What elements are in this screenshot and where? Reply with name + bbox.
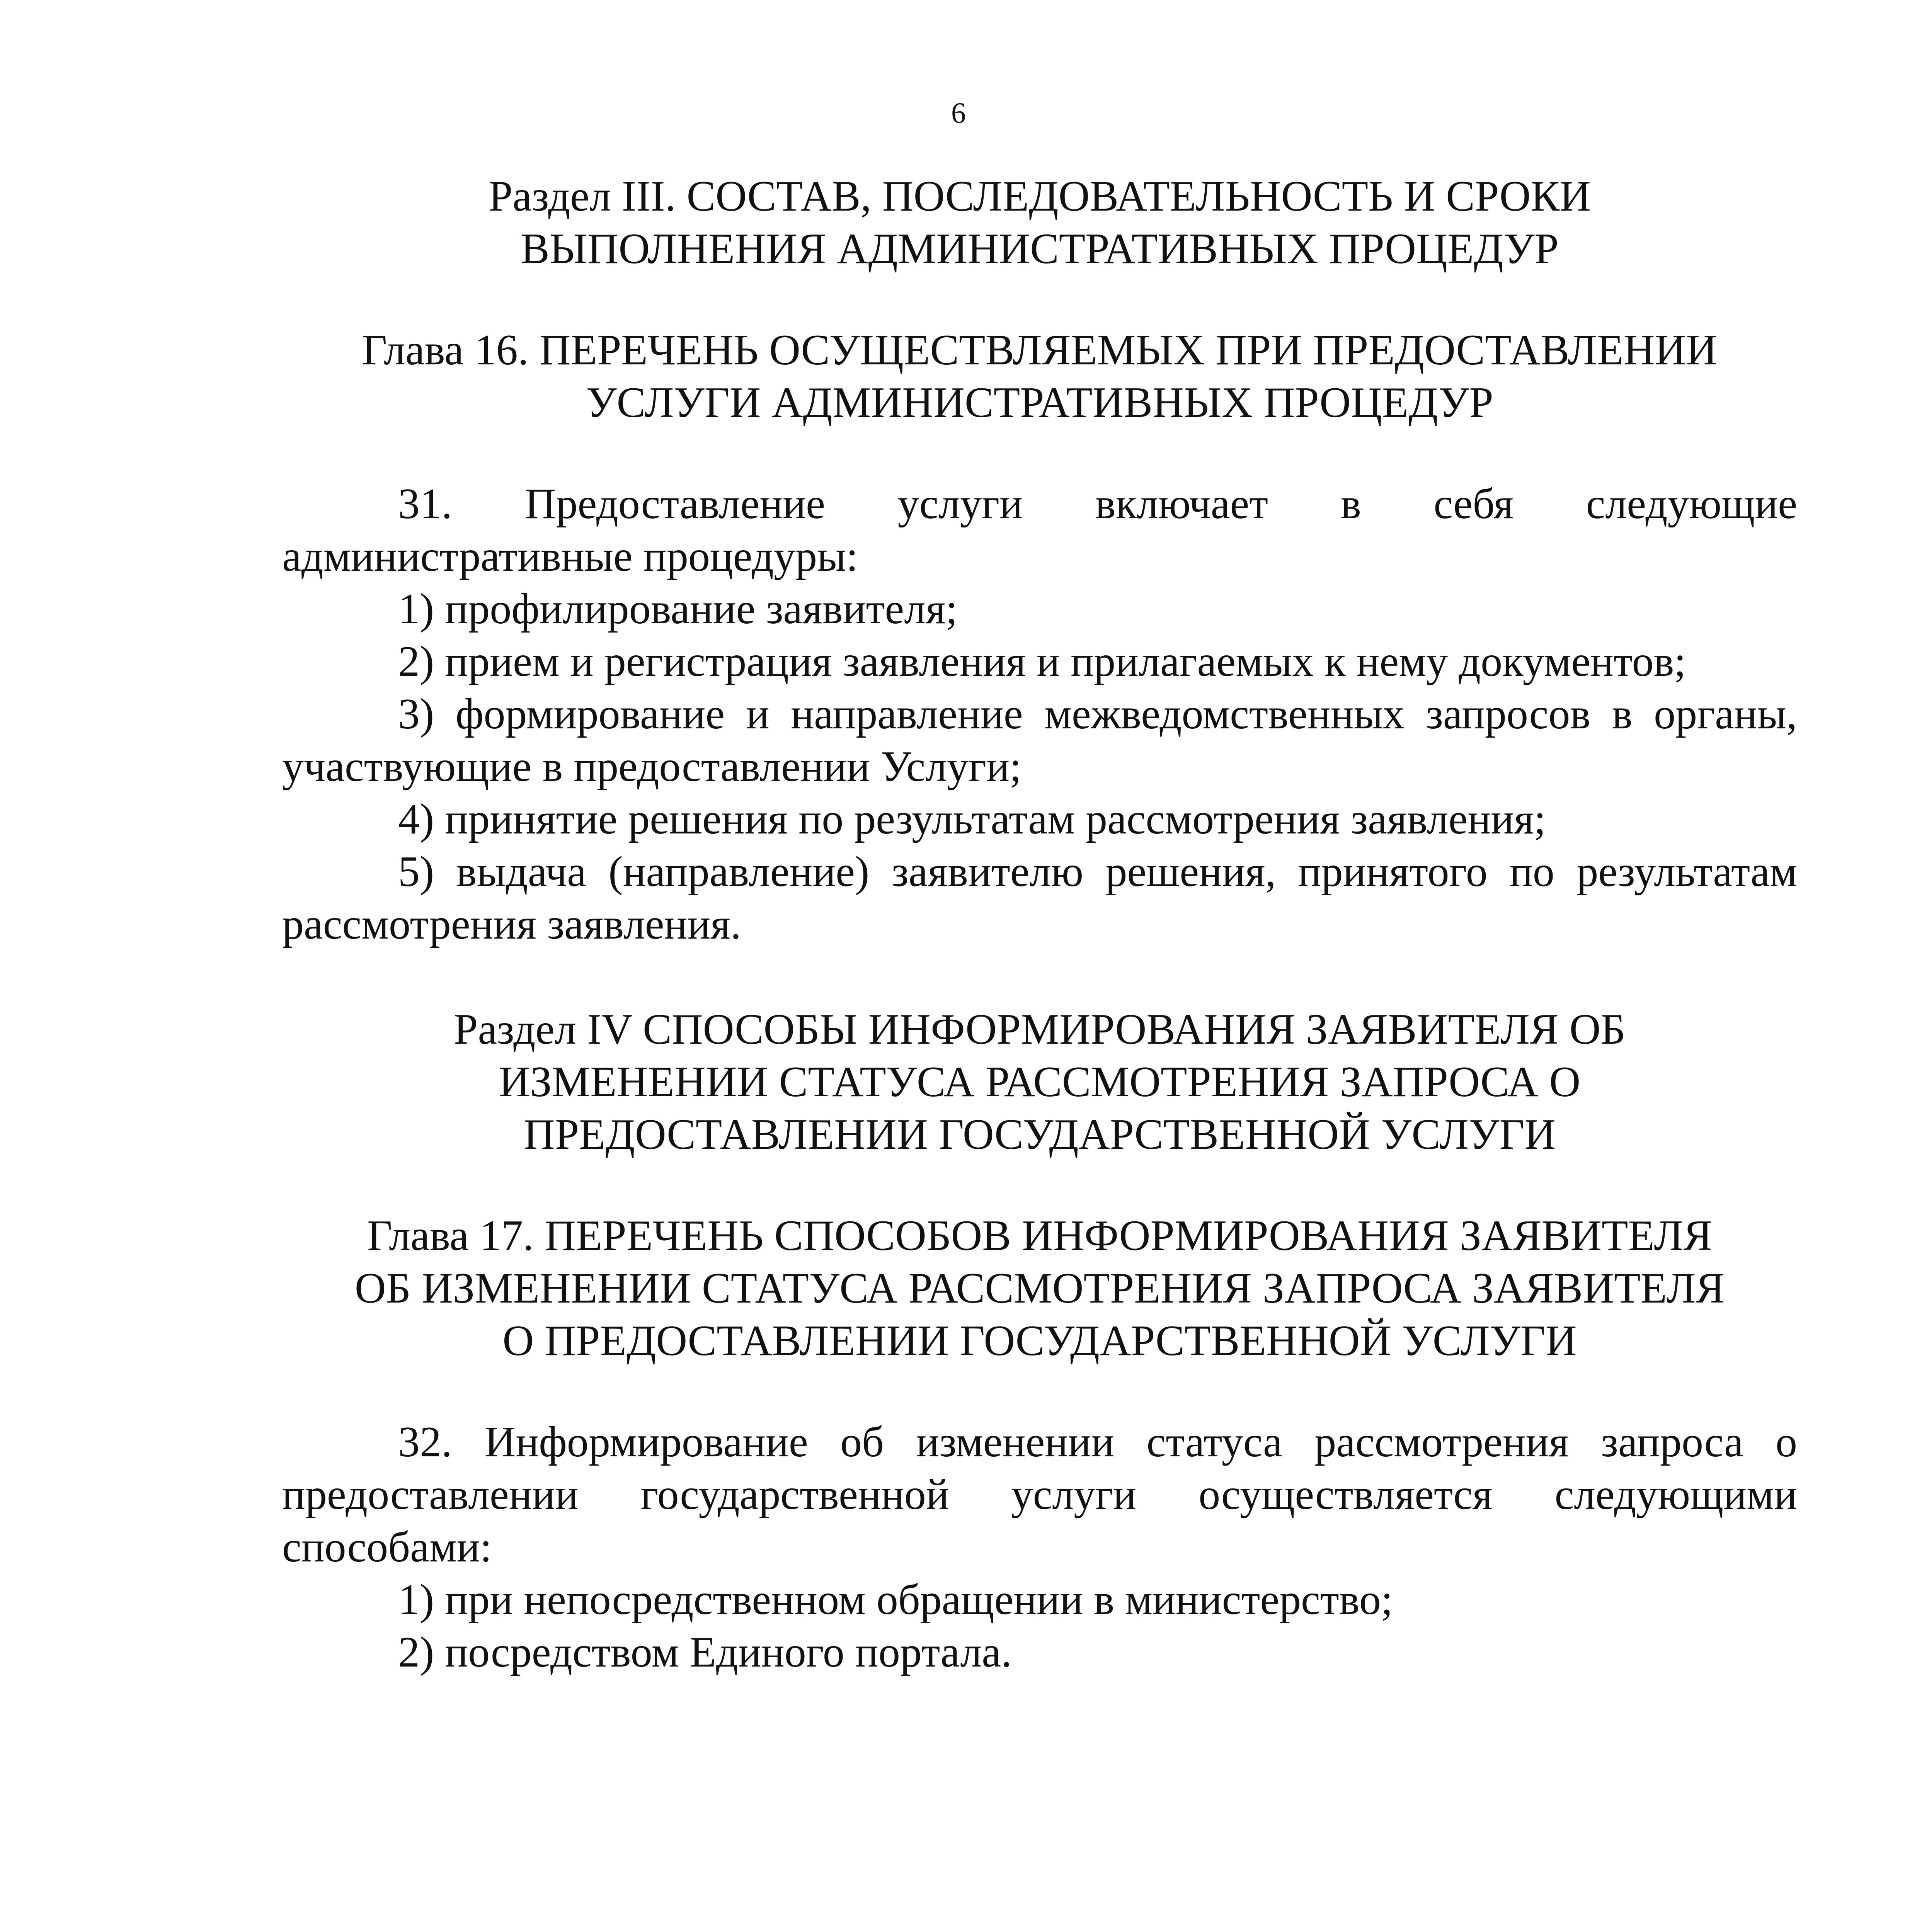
section-4-heading-line: ПРЕДОСТАВЛЕНИИ ГОСУДАРСТВЕННОЙ УСЛУГИ — [523, 1111, 1556, 1158]
section-4-heading-line: ИЗМЕНЕНИИ СТАТУСА РАССМОТРЕНИЯ ЗАПРОСА О — [499, 1058, 1581, 1106]
paragraph-32-line: способами: — [282, 1523, 492, 1571]
list-item-continuation: участвующие в предоставлении Услуги; — [282, 743, 1022, 791]
chapter-16-heading-line: УСЛУГИ АДМИНИСТРАТИВНЫХ ПРОЦЕДУР — [586, 379, 1493, 427]
paragraph-31-line: административные процедуры: — [282, 532, 858, 580]
section-3-heading — [282, 170, 1797, 275]
list-item: 1) профилирование заявителя; — [398, 585, 958, 633]
chapter-16-heading-line: Глава 16. ПЕРЕЧЕНЬ ОСУЩЕСТВЛЯЕМЫХ ПРИ ПРЕДОСТАВЛЕНИИ — [362, 326, 1718, 374]
chapter-17-heading-line: ОБ ИЗМЕНЕНИИ СТАТУСА РАССМОТРЕНИЯ ЗАПРОСА ЗАЯВИТЕЛЯ — [354, 1264, 1725, 1312]
section-3-heading-line: ВЫПОЛНЕНИЯ АДМИНИСТРАТИВНЫХ ПРОЦЕДУР — [521, 225, 1559, 273]
page-number: 6 — [951, 97, 966, 129]
list-item: 1) при непосредственном обращении в министерство; — [398, 1576, 1393, 1624]
paragraph-32-line: предоставлении государственной услуги осуществляется следующими — [282, 1471, 1797, 1519]
list-item: 3) формирование и направление межведомственных запросов в органы, — [398, 690, 1797, 738]
chapter-17-heading-line: О ПРЕДОСТАВЛЕНИИ ГОСУДАРСТВЕННОЙ УСЛУГИ — [502, 1317, 1577, 1365]
chapter-17-heading-line: Глава 17. ПЕРЕЧЕНЬ СПОСОБОВ ИНФОРМИРОВАНИЯ ЗАЯВИТЕЛЯ — [367, 1212, 1713, 1260]
chapter-16-heading — [282, 324, 1797, 429]
list-item: 2) посредством Единого портала. — [398, 1628, 1012, 1676]
document-body — [282, 170, 1797, 1679]
section-3-heading-line: Раздел III. СОСТАВ, ПОСЛЕДОВАТЕЛЬНОСТЬ И СРОКИ — [488, 172, 1591, 220]
paragraph-32-line: 32. Информирование об изменении статуса рассмотрения запроса о — [398, 1418, 1797, 1466]
paragraph-32 — [282, 1416, 1797, 1679]
chapter-17-heading — [282, 1209, 1797, 1367]
section-4-heading-line: Раздел IV СПОСОБЫ ИНФОРМИРОВАНИЯ ЗАЯВИТЕЛЯ ОБ — [454, 1005, 1626, 1053]
list-item: 5) выдача (направление) заявителю решения, принятого по результатам — [398, 848, 1797, 896]
list-item-continuation: рассмотрения заявления. — [282, 900, 741, 948]
list-item: 4) принятие решения по результатам рассмотрения заявления; — [398, 795, 1546, 843]
list-item: 2) прием и регистрация заявления и прилагаемых к нему документов; — [398, 638, 1686, 685]
paragraph-31 — [282, 478, 1797, 951]
section-4-heading — [282, 1003, 1797, 1161]
paragraph-31-line: 31. Предоставление услуги включает в себя следующие — [398, 480, 1797, 528]
